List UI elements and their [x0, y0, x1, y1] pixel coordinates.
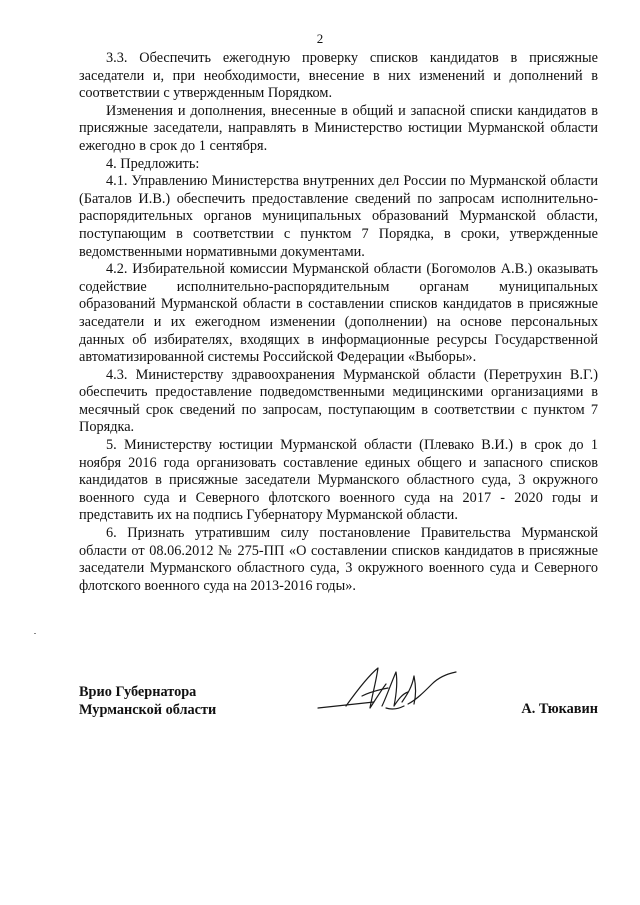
paragraph-3-3: 3.3. Обеспечить ежегодную проверку списков кандидатов в присяжные заседатели и, при необходимости, внесение в них изменений и дополнений в соответствии с утвержденным Порядком. [79, 50, 598, 102]
handwritten-signature [316, 662, 466, 722]
margin-mark [34, 633, 36, 634]
paragraph-4: 4. Предложить: [106, 155, 200, 172]
paragraph-4-2: 4.2. Избирательной комиссии Мурманской области (Богомолов А.В.) оказывать содействие исполнительно-распорядительным органам муниципальных образований Мурманской области в составлении списков кандидатов в присяжные заседатели и их ежегодном изменении (дополнении) на основе персональных данных об избирателях, входящих в информационные ресурсы Государственной автоматизированной системы Российской Федерации «Выборы». [79, 261, 598, 366]
page-number: 2 [316, 31, 324, 46]
paragraph-5: 5. Министерству юстиции Мурманской области (Плевако В.И.) в срок до 1 ноября 2016 года организовать составление единых общего и запасного списков кандидатов в присяжные заседатели Мурманского областного суда, 3 окружного военного суда и Северного флотского военного суда на 2017 - 2020 годы и представить их на подпись Губернатору Мурманской области. [79, 437, 598, 524]
paragraph-6: 6. Признать утратившим силу постановление Правительства Мурманской области от 08.06.2012 № 275-ПП «О составлении списков кандидатов в присяжные заседатели Мурманского областного суда, 3 окружного военного суда и Северного флотского военного суда на 2013-2016 годы». [79, 525, 598, 594]
document-body [79, 50, 598, 595]
signatory-title-line1: Врио Губернатора [79, 684, 197, 700]
signatory-title-line2: Мурманской области [79, 702, 217, 718]
signatory-name: А. Тюкавин [521, 701, 598, 717]
paragraph-4-1: 4.1. Управлению Министерства внутренних дел России по Мурманской области (Баталов И.В.) обеспечить предоставление сведений по запросам исполнительно-распорядительных органов муниципальных образований Мурманской области, поступающим в соответствии с пунктом 7 Порядка, в сроки, утвержденные ведомственными нормативными документами. [79, 173, 598, 260]
signatory-title [79, 683, 216, 719]
paragraph-changes: Изменения и дополнения, внесенные в общий и запасной списки кандидатов в присяжные заседатели, направлять в Министерство юстиции Мурманской области ежегодно в срок до 1 сентября. [79, 102, 598, 154]
paragraph-4-3: 4.3. Министерству здравоохранения Мурманской области (Перетрухин В.Г.) обеспечить предоставление подведомственными медицинскими организациями в месячный срок сведений по запросам, поступающим в соответствии с пунктом 7 Порядка. [79, 366, 598, 436]
